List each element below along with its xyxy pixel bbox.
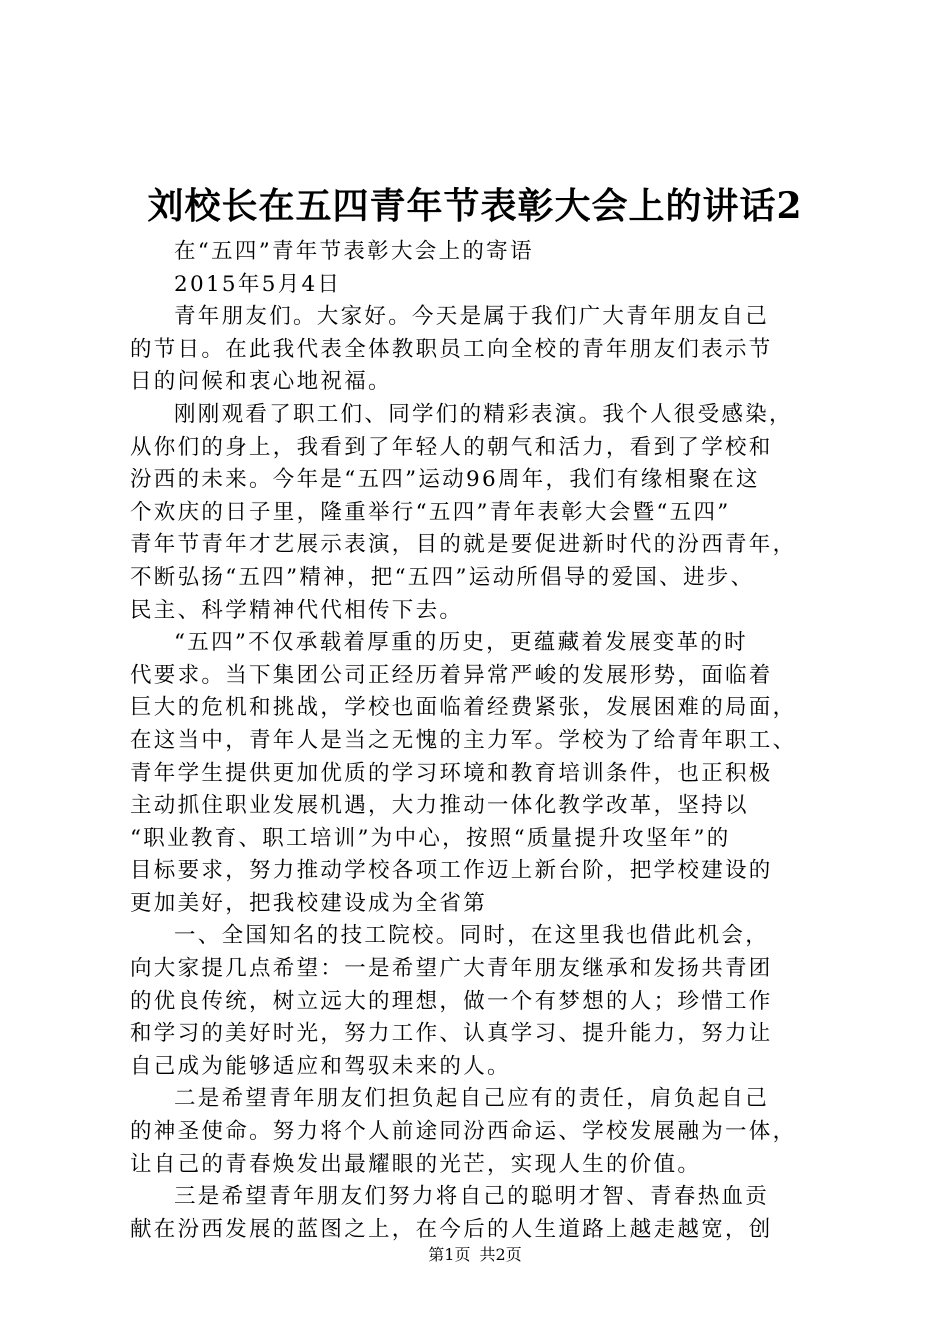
text-line: 更加美好，把我校建设成为全省第 (130, 890, 488, 916)
text-line: 巨大的危机和挑战，学校也面临着经费紧张，发展困难的局面， (130, 695, 797, 721)
text-line: 目标要求，努力推动学校各项工作迈上新台阶，把学校建设的 (130, 858, 773, 884)
text-line: 民主、科学精神代代相传下去。 (130, 597, 464, 623)
text-line: 从你们的身上，我看到了年轻人的朝气和活力，看到了学校和 (130, 434, 773, 460)
text-line: 日的问候和衷心地祝福。 (130, 369, 392, 395)
text-line: 的节日。在此我代表全体教职员工向全校的青年朋友们表示节 (130, 336, 773, 362)
text-line: 2015年5月4日 (174, 271, 342, 297)
text-line: 献在汾西发展的蓝图之上，在今后的人生道路上越走越宽，创 (130, 1216, 773, 1242)
document-title: 刘校长在五四青年节表彰大会上的讲话2 (147, 185, 803, 227)
text-line: 自己成为能够适应和驾驭未来的人。 (130, 1053, 511, 1079)
text-line: 个欢庆的日子里，隆重举行“五四”青年表彰大会暨“五四” (130, 499, 731, 525)
text-line: “职业教育、职工培训”为中心，按照“质量提升攻坚年”的 (130, 825, 731, 851)
text-line: 一、全国知名的技工院校。同时，在这里我也借此机会， (174, 923, 770, 949)
text-line: 青年朋友们。大家好。今天是属于我们广大青年朋友自己 (174, 304, 770, 330)
text-line: “五四”不仅承载着厚重的历史，更蕴藏着发展变革的时 (174, 630, 748, 656)
text-line: 主动抓住职业发展机遇，大力推动一体化教学改革，坚持以 (130, 793, 749, 819)
text-line: 青年学生提供更加优质的学习环境和教育培训条件，也正积极 (130, 760, 773, 786)
text-line: 在这当中，青年人是当之无愧的主力军。学校为了给青年职工、 (130, 727, 797, 753)
text-line: 让自己的青春焕发出最耀眼的光芒，实现人生的价值。 (130, 1151, 702, 1177)
text-line: 和学习的美好时光，努力工作、认真学习、提升能力，努力让 (130, 1021, 773, 1047)
page-footer (0, 1244, 950, 1266)
text-line: 向大家提几点希望：一是希望广大青年朋友继承和发扬共青团 (130, 956, 773, 982)
text-line: 汾西的未来。今年是“五四”运动96周年，我们有缘相聚在这 (130, 467, 760, 493)
document-body (130, 236, 825, 1246)
text-line: 的神圣使命。努力将个人前途同汾西命运、学校发展融为一体， (130, 1119, 797, 1145)
text-line: 刚刚观看了职工们、同学们的精彩表演。我个人很受感染， (174, 401, 793, 427)
text-line: 在“五四”青年节表彰大会上的寄语 (174, 239, 534, 264)
page-number: 第1页 (428, 1245, 471, 1264)
text-line: 代要求。当下集团公司正经历着异常严峻的发展形势，面临着 (130, 662, 773, 688)
text-line: 二是希望青年朋友们担负起自己应有的责任，肩负起自己 (174, 1086, 770, 1112)
text-line: 不断弘扬“五四”精神，把“五四”运动所倡导的爱国、进步、 (130, 564, 755, 590)
text-line: 三是希望青年朋友们努力将自己的聪明才智、青春热血贡 (174, 1184, 770, 1210)
text-line: 的优良传统，树立远大的理想，做一个有梦想的人；珍惜工作 (130, 988, 773, 1014)
text-line: 青年节青年才艺展示表演，目的就是要促进新时代的汾西青年， (130, 532, 797, 558)
page-total: 共2页 (479, 1245, 522, 1264)
